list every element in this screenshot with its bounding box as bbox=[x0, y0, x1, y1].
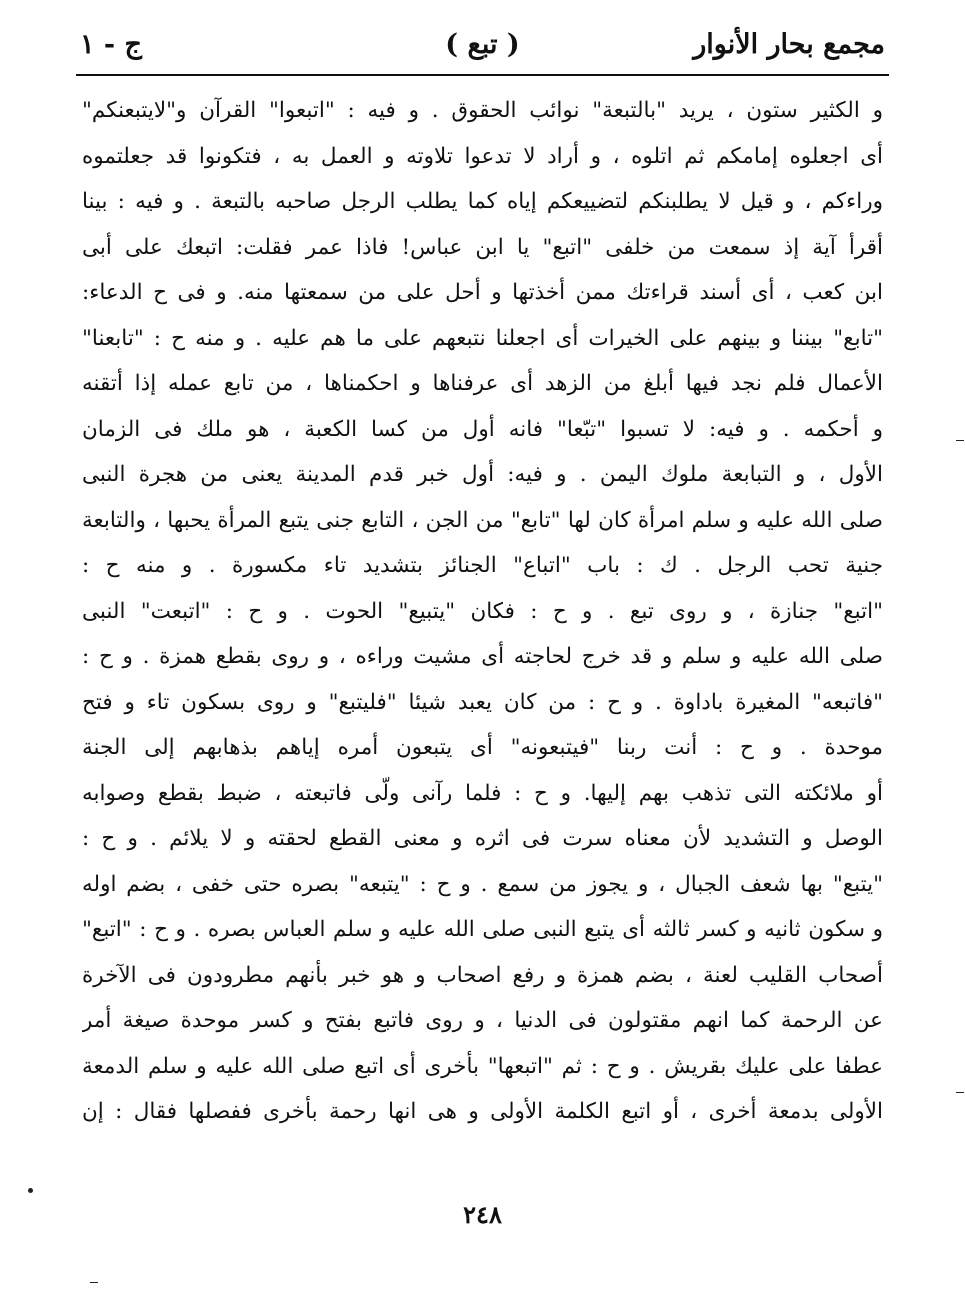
text-line: موحدة . و ح : أنت ربنا "فيتبعونه" أى يتبعون أمره إياهم بذهابهم إلى الجنة bbox=[82, 735, 883, 760]
text-line: جنية تحب الرجل . ك : باب "اتباع" الجنائز بتشديد تاء مكسورة . و منه ح : bbox=[82, 553, 883, 578]
text-line: و أحكمه . و فيه: لا تسبوا "تبّعا" فانه أول من كسا الكعبة ، هو ملك فى الزمان bbox=[82, 416, 883, 442]
text-line: و الكثير ستون ، يريد "بالتبعة" نوائب الحقوق . و فيه : "اتبعوا" القرآن و"لايتبعنكم" bbox=[82, 98, 883, 123]
text-line: "تابع" بيننا و بينهم على الخيرات أى اجعلنا نتبعهم على ما هم عليه . و منه ح : "تابعنا" bbox=[82, 325, 883, 351]
running-header bbox=[80, 22, 885, 72]
text-line: "يتبع" بها شعف الجبال ، و يجوز من سمع . و ح : "يتبعه" بصره حتى خفى ، بضم اوله bbox=[82, 871, 883, 897]
text-line: و سكون ثانيه و كسر ثالثه أى يتبع النبى صلى الله عليه و سلم العباس بصره . و ح : "اتبع" bbox=[82, 917, 883, 942]
body-text bbox=[82, 88, 883, 1135]
text-line: عطفا على عليك بقريش . و ح : ثم "اتبعها" بأخرى أى اتبع صلى الله عليه و سلم الدمعة bbox=[82, 1053, 883, 1079]
root-word-heading: ( تبع ) bbox=[445, 29, 520, 60]
text-line: صلى الله عليه و سلم و قد خرج لحاجته أى مشيت وراءه ، و روى بقطع همزة . و ح : bbox=[82, 644, 883, 669]
margin-tick bbox=[90, 1282, 98, 1283]
text-line: عن الرحمة كما انهم مقتولون فى الدنيا ، و روى فاتبع بفتح و كسر موحدة صيغة أمر bbox=[82, 1008, 883, 1033]
text-line: أصحاب القليب لعنة ، بضم همزة و رفع اصحاب و هو خبر بأنهم مطرودون فى الآخرة bbox=[82, 962, 883, 988]
margin-tick bbox=[956, 440, 964, 441]
text-line: ابن كعب ، أى أسند قراءتك ممن أخذتها و أحل على من سمعتها منه. و فى ح الدعاء: bbox=[82, 280, 883, 305]
volume-number: ج - ١ bbox=[80, 29, 142, 60]
page-number: ٢٤٨ bbox=[463, 1200, 502, 1229]
text-line: وراءكم ، و قيل لا يطلبنكم لتضييعكم إياه كما يطلب الرجل صاحبه بالتبعة . و فيه : بينا bbox=[82, 189, 883, 214]
margin-tick bbox=[956, 1092, 964, 1093]
text-line: الوصل و التشديد لأن معناه سرت فى اثره و معنى القطع لحقته و لا يلائم . و ح : bbox=[82, 826, 883, 851]
header-rule bbox=[76, 74, 889, 76]
text-line: الأعمال فلم نجد فيها أبلغ من الزهد أى عرفناها و احكمناها ، من تابع عمله إذا أتقنه bbox=[82, 371, 883, 396]
text-line: أو ملائكته التى تذهب بهم إليها. و ح : فلما رآنى ولّى فاتبعته ، ضبط بقطع وصوابه bbox=[82, 780, 883, 806]
text-line: أى اجعلوه إمامكم ثم اتلوه ، و أراد لا تدعوا تلاوته و العمل به ، فتكونوا قد جعلتموه bbox=[82, 143, 883, 169]
text-line: الأول ، و التبابعة ملوك اليمن . و فيه: أول خبر قدم المدينة يعنى من هجرة النبى bbox=[82, 462, 883, 487]
margin-dot bbox=[28, 1188, 33, 1193]
text-line: الأولى بدمعة أخرى ، أو اتبع الكلمة الأولى و هى انها رحمة بأخرى ففصلها فقال : إن bbox=[82, 1099, 883, 1124]
text-line: "اتبع" جنازة ، و روى تبع . و ح : فكان "يتبيع" الحوت . و ح : "اتبعت" النبى bbox=[82, 598, 883, 624]
book-title: مجمع بحار الأنوار bbox=[693, 29, 885, 60]
text-line: أقرأ آية إذ سمعت من خلفى "اتبع" يا ابن عباس! فاذا عمر فقلت: اتبعك على أبى bbox=[82, 234, 883, 260]
text-line: صلى الله عليه و سلم امرأة كان لها "تابع" من الجن ، التابع جنى يتبع المرأة يحبها ، والتابعة bbox=[82, 507, 883, 533]
text-line: "فاتبعه" المغيرة باداوة . و ح : من كان يعبد شيئا "فليتبع" و روى بسكون تاء و فتح bbox=[82, 689, 883, 715]
